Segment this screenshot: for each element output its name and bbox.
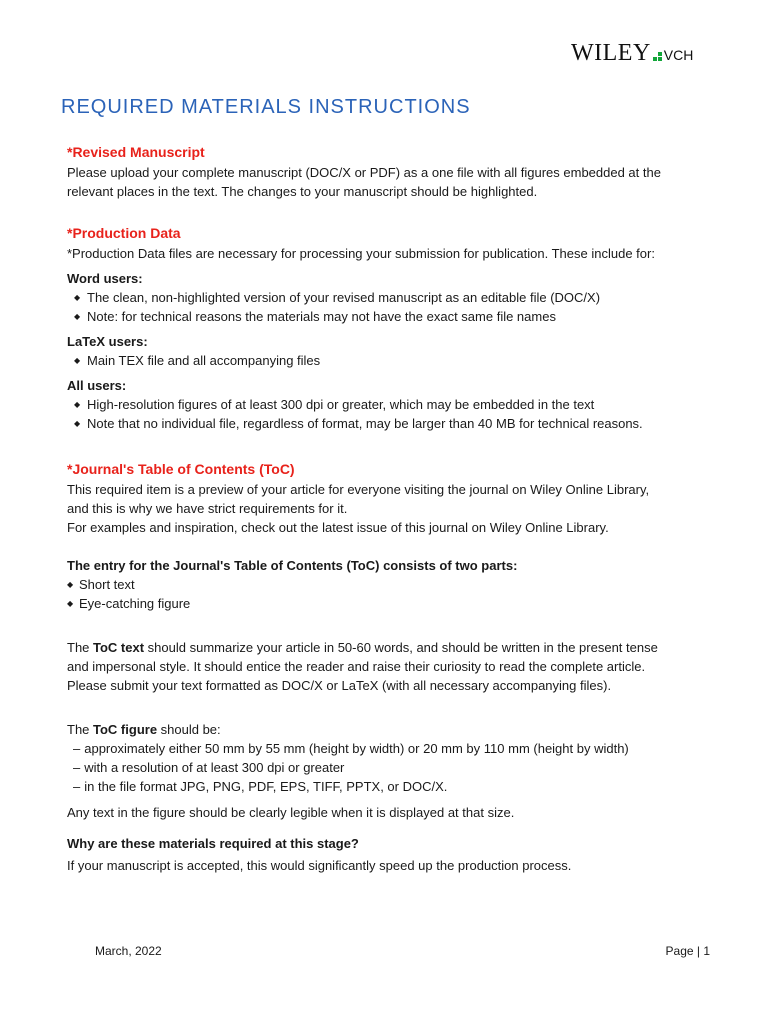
toc-figure-post: should be: xyxy=(157,722,221,737)
toc-text-post: should summarize your article in 50-60 words, and should be written in the present tense xyxy=(144,640,658,655)
toc-text-bold: ToC text xyxy=(93,640,145,655)
revised-manuscript-line-2: relevant places in the text. The changes to your manuscript should be highlighted. xyxy=(67,184,538,199)
latex-users-heading: LaTeX users: xyxy=(67,334,148,349)
latex-users-list xyxy=(67,351,707,370)
toc-text-line-2: and impersonal style. It should entice the reader and raise their curiosity to read the complete article. xyxy=(67,659,646,674)
toc-intro-line-3: For examples and inspiration, check out the latest issue of this journal on Wiley Online Library. xyxy=(67,520,609,535)
toc-parts-list xyxy=(67,575,707,613)
list-item: ◆ Main TEX file and all accompanying files xyxy=(67,351,707,370)
section-title-toc: *Journal's Table of Contents (ToC) xyxy=(67,461,295,477)
why-heading: Why are these materials required at this stage? xyxy=(67,836,359,851)
all-users-heading: All users: xyxy=(67,378,127,393)
legibility-note: Any text in the figure should be clearly legible when it is displayed at that size. xyxy=(67,805,515,820)
toc-figure-bold: ToC figure xyxy=(93,722,158,737)
list-item: ◆ The clean, non-highlighted version of your revised manuscript as an editable file (DOC/X) xyxy=(67,288,707,307)
toc-figure-pre: The xyxy=(67,722,94,737)
all-users-list xyxy=(67,395,707,433)
wiley-vch-logo xyxy=(571,40,693,67)
word-users-list xyxy=(67,288,707,326)
toc-figure-list xyxy=(67,739,707,796)
toc-text-pre: The xyxy=(67,640,94,655)
section-title-production-data: *Production Data xyxy=(67,225,181,241)
list-item: ◆ Note: for technical reasons the materials may not have the exact same file names xyxy=(67,307,707,326)
list-item: ◆ Short text xyxy=(67,575,707,594)
list-item: – with a resolution of at least 300 dpi or greater xyxy=(67,758,707,777)
toc-figure-paragraph xyxy=(67,720,707,739)
list-item: ◆ Note that no individual file, regardless of format, may be larger than 40 MB for technical reasons. xyxy=(67,414,707,433)
toc-text-paragraph xyxy=(67,638,707,657)
list-item: ◆ High-resolution figures of at least 300 dpi or greater, which may be embedded in the text xyxy=(67,395,707,414)
word-users-heading: Word users: xyxy=(67,271,143,286)
logo-dots-icon xyxy=(653,51,662,61)
document-body xyxy=(67,144,707,875)
toc-intro-line-2: and this is why we have strict requirements for it. xyxy=(67,501,348,516)
list-item: – approximately either 50 mm by 55 mm (height by width) or 20 mm by 110 mm (height by width) xyxy=(67,739,707,758)
production-data-intro: *Production Data files are necessary for processing your submission for publication. These include for: xyxy=(67,246,655,261)
list-item: – in the file format JPG, PNG, PDF, EPS, TIFF, PPTX, or DOC/X. xyxy=(67,777,707,796)
list-item: ◆ Eye-catching figure xyxy=(67,594,707,613)
toc-parts-heading: The entry for the Journal's Table of Contents (ToC) consists of two parts: xyxy=(67,558,518,573)
why-body: If your manuscript is accepted, this would significantly speed up the production process. xyxy=(67,858,572,873)
revised-manuscript-line-1: Please upload your complete manuscript (DOC/X or PDF) as a one file with all figures embedded at the xyxy=(67,165,661,180)
toc-text-line-3: Please submit your text formatted as DOC/X or LaTeX (with all necessary accompanying files). xyxy=(67,678,612,693)
section-title-revised-manuscript: *Revised Manuscript xyxy=(67,144,205,160)
footer-page-number: Page | 1 xyxy=(665,944,710,958)
logo-wordmark: WILEY xyxy=(571,40,651,66)
page-title: REQUIRED MATERIALS INSTRUCTIONS xyxy=(61,96,471,118)
toc-intro-line-1: This required item is a preview of your article for everyone visiting the journal on Wiley Online Library, xyxy=(67,482,650,497)
footer-date: March, 2022 xyxy=(95,944,162,958)
logo-subbrand: VCH xyxy=(663,47,694,63)
